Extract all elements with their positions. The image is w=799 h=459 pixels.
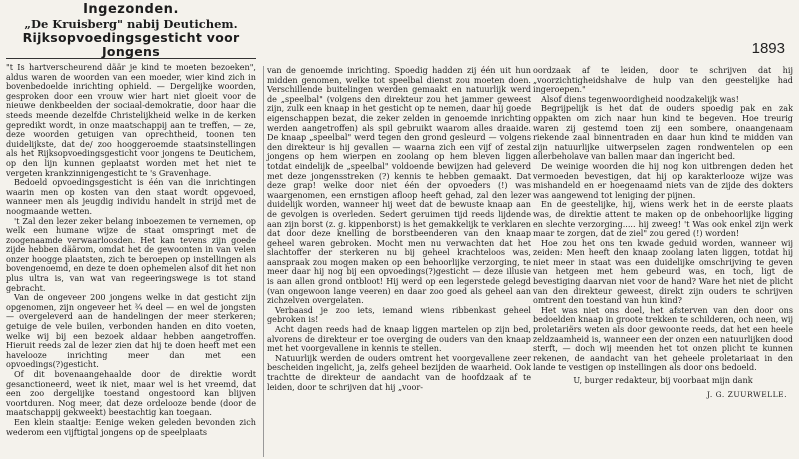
article-header: [6, 2, 256, 59]
paragraph: Verbaasd je zoo iets, iemand wiens ribbenkast geheel gebroken is!: [267, 304, 531, 325]
header-rule: [6, 58, 256, 59]
signature: J. G. ZUURWELLE.: [706, 389, 787, 399]
subheadline: Rijksopvoedingsgesticht voor Jongens: [22, 30, 240, 59]
headline: „De Kruisberg" nabij Deutichem.: [24, 17, 238, 31]
paragraph: Het was niet ons doel, het afsterven van den door ons bedoelden knaap in groote trekken te schilderen, och neen, wij proletariërs weten als door gewoonte reeds, dat het een heele zeldzaamheid is, wanneer een der onzen een natuurlijken dood sterft, — doch wij meenden het tot onzen plicht te kunnen rekenen, de aandacht van het geheele proletariaat in den lande te vestigen op instellingen als door ons bedoeld.: [533, 304, 793, 373]
paragraph: De weinige woorden die hij nog kon uitbrengen deden het vermoeden bevestigen, dat hij op karakterlooze wijze was mishandeld en er hoegenaamd niets van de zijde des dokters was aangewend tot leniging der pijnen.: [533, 160, 793, 200]
section-title: Ingezonden.: [83, 2, 179, 17]
paragraph: En de geestelijke, hij, wiens werk het in de eerste plaats was, de direktie attent te maken op de onbehoorlijke ligging en slechte verzorging..... hij zweeg! 't Was ook enkel zijn werk maar te zorgen, dat de ziel" zou gered (!) worden!: [533, 199, 793, 239]
paragraph: Bedoeld opvoedingsgesticht is één van die inrichtingen waarin men op kosten van den staat wordt opgevoed, wanneer men als jeugdig individu handelt in strijd met de noogmaande wetten.: [6, 177, 256, 216]
column-3: [533, 66, 793, 457]
paragraph: 't Zal den lezer zeker belang inboezemen te vernemen, op welk een humane wijze de staat omspringt met de zoogenaamde verwaarloosden. Het kan tevens zijn goede zijde hebben däärom, omdat het de gewoonten in van velen onzer hoogge plaatsten, zich te beroepen op instellingen als bovengenoemd, en deze te doen ophemelen alsof dit het non plus ultra is, van wat van regeeringswege is tot stand gebracht.: [6, 215, 256, 293]
paragraph: Begrijpelijk is het dat de ouders spoedig pak en zak oppakten om zich naar hun kind te begeven. Hoe treurig waren zij gestemd toen zij een sombere, onaangenaam riekende zaal binnentraden en daar hun kind te midden van zijn natuurlijke uitwerpselen zagen rondwentelen op een allerbeholave van ballen maar dan ingericht bed.: [533, 103, 793, 162]
paragraph: Een klein staaltje: Eenige weken geleden bevonden zich wederom een vijftigtal jongens op de speelplaats: [6, 416, 256, 437]
paragraph: Natuurlijk werden de ouders omtrent het voorgevallene zeer bescheiden ingelicht, ja, zelfs geheel bezijden de waarheid. Ook trachtte de direkteur de aandacht van de hoofdzaak af te leiden, door te schrijven dat hij „voor-: [267, 352, 531, 392]
paragraph: van de genoemde inrichting. Spoedig hadden zij één uit hun midden genomen, welke tot speelbal dienst zou moeten doen. Verschillende buitelingen werden gemaakt en natuurlijk werd de „speelbal" (volgens den direkteur zou het jammer geweest zijn, zulk een knaap in het gesticht op te nemen, daar hij goede eigenschappen bezat, die zeker zelden in genoemde inrichting werden aangetroffen) als spil gebruikt waarom alles draaide. De knaap „speelbal" werd tegen den grond gesleurd — volgens den direkteur is hij gevallen — waarna zich een vijf of zestal jongens op hem wierpen en zoolang op hem bleven liggen totdat eindelijk de „speelbal" voldoende bewijzen had geleverd met deze jongensstreken (?) kennis te hebben gemaakt. Dat deze grap! welke door niet één der opvoeders (!) was waargenomen, een ernstigen afloop heeft gehad, zal den lezer duidelijk worden, wanneer hij weet dat de bewuste knaap aan de gevolgen is overleden. Sedert geruimen tijd reeds lijdende aan zijn borst (z. g. kippenborst) is het gemakkelijk te verklaren dat door deze knelling de borstbeenderen van den knaap geheel waren gebroken. Mocht men nu verwachten dat het slachtoffer der sterkeren nu bij geheel krachteloos was, aanspraak zou mogen maken op een behoorlijke verzorging, te meer daar hij nog bij een opvoedings(?)gesticht — deze illusie is aan allen grond ontbloot! Hij werd op een legerstede gelegd (van ongewoon lange veeren) en daar zoo goed als geheel aan zichzelven overgelaten.: [267, 66, 531, 306]
sign-off: [533, 376, 793, 399]
column-2: [263, 66, 531, 457]
paragraph: Van de ongeveer 200 jongens welke in dat gesticht zijn opgenomen, zijn ongeveer het ¾ deel — en wel de jongsten — overgeleverd aan de handelingen der meer sterkeren; getuige de vele builen, verbonden handen en dito voeten, welke wij bij een bezoek aldaar hebben aangetroffen. Hieruit reeds zal de lezer zien dat hij te doen heeft met een havelooze inrichting meer dan met een opvoedings(?)gesticht.: [6, 292, 256, 370]
paragraph: oordzaak af te leiden, door te schrijven dat hij „voorzichtigheidshalve de hulp van den geestelijke had ingeroepen.": [533, 66, 793, 95]
paragraph: Of dit bovenaangehaalde door de direktie wordt gesanctioneerd, weet ik niet, maar wel is het vreemd, dat een zoo dergelijke toestand ongestoord kan blijven voortduren. Nog meer, dat deze ordelooze bende (door de maatschappij gekweekt) beestachtig kan toegaan.: [6, 369, 256, 418]
paragraph: Alsof diens tegenwoordigheid noodzakelijk was!: [541, 93, 739, 104]
closing-line: U, burger redakteur, bij voorbaat mijn dank: [573, 375, 753, 385]
paragraph: Acht dagen reeds had de knaap liggen martelen op zijn bed, alvorens de direkteur er toe overging de ouders van den knaap met het voorgevallene in kennis te stellen.: [267, 324, 531, 354]
column-1: [6, 63, 256, 457]
paragraph: "t Is hartverscheurend däär je kind te moeten bezoeken", aldus waren de woorden van een moeder, wier kind zich in bovenbedoelde inrichting ophield. — Dergelijke woorden, gesproken door een vrouw wier hart niet gloeit voor de nieuwe denkbeelden der sociaal-demokratie, door haar die steeds meende dezelfde Christelijkheid welke in de kerken gepredikt wordt, in onze maatschappij aan te treffen, — ze, deze woorden getuigen van oprechtheid, toonen ten duidelijkste, dat de/ zoo hooggeroemde staatsinstellingen als het Rijksopvoedingsgesticht voor jongens te Deutichem, op den lijn kunnen geplaatst worden met het niet te vergeten krankzinnigengesticht te 's Gravenhage.: [6, 63, 256, 178]
paragraph: Hoe zou het ons ten kwade geduid worden, wanneer wij zeiden: Men heeft den knaap zoolang laten liggen, totdat hij niet meer in staat was een duidelijke omschrijving te geven van hetgeen met hem gebeurd was, en toch, ligt de bevestiging daarvan niet voor de hand? Ware het niet de plicht van den direkteur geweest, direkt zijn ouders te schrijven omtrent den toestand van hun kind?: [533, 237, 793, 306]
year-annotation: 1893: [751, 40, 785, 57]
